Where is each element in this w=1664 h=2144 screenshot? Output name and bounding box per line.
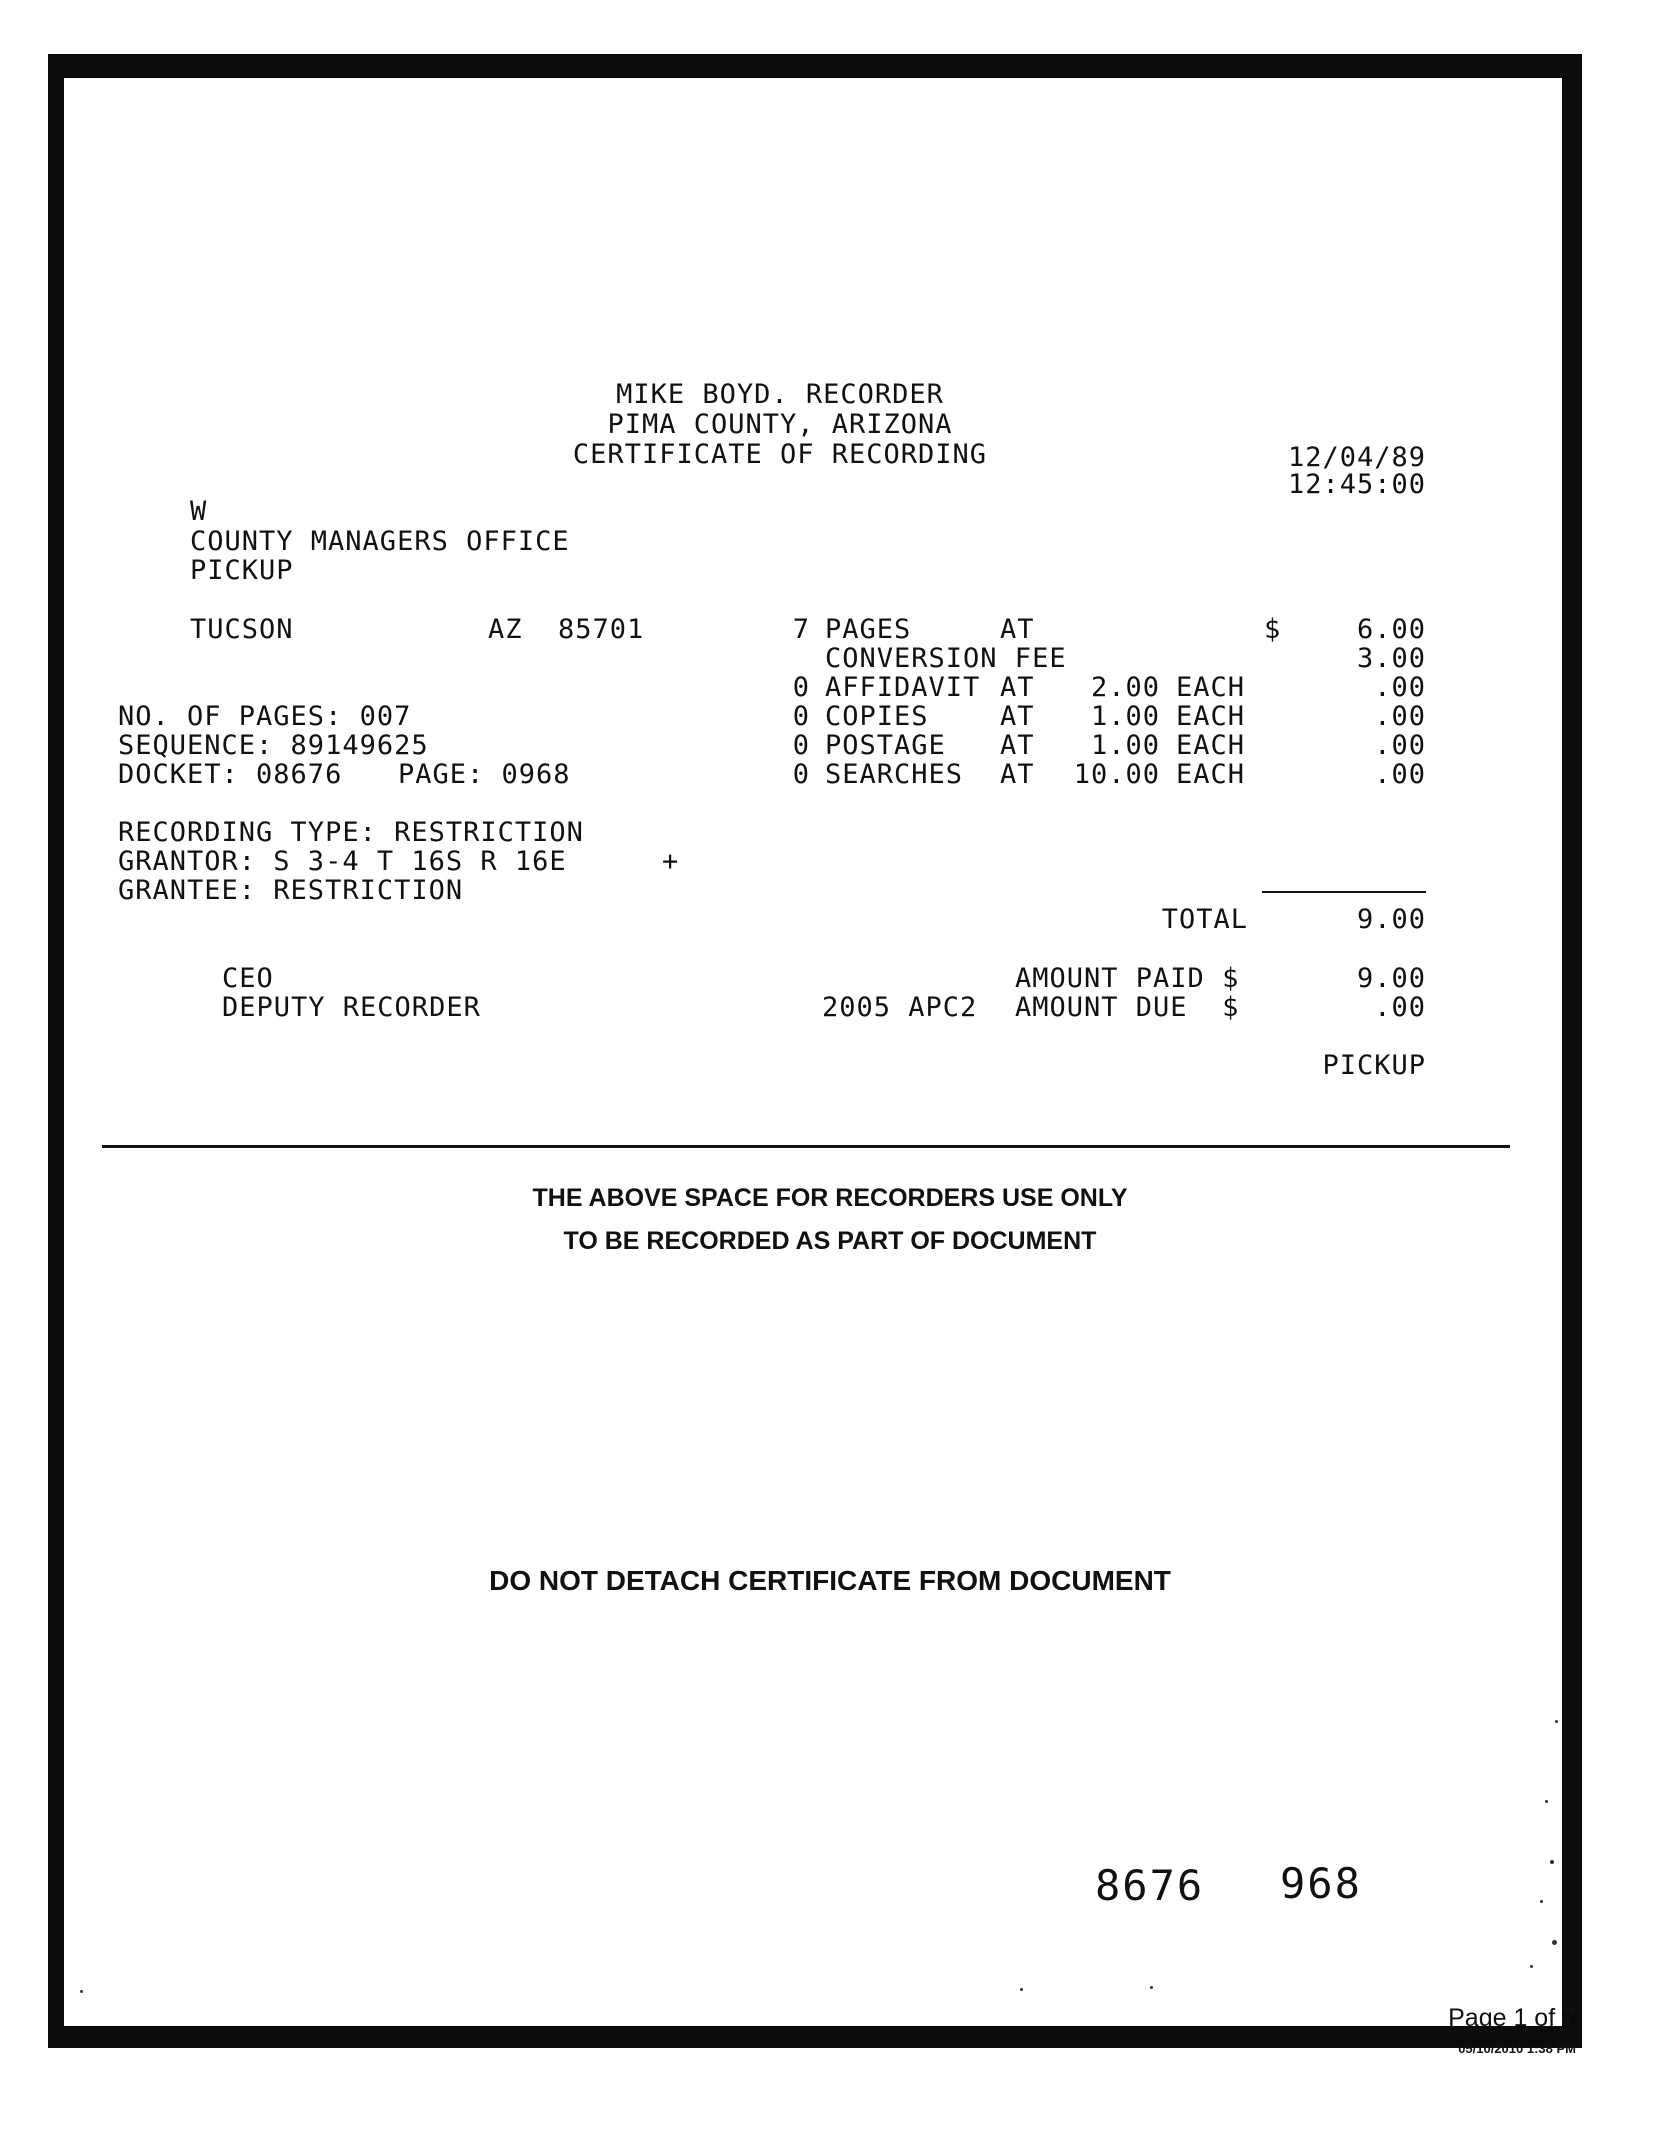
recording-time: 12:45:00 [1287, 469, 1426, 500]
address-line-3: PICKUP [190, 555, 294, 586]
county-name: PIMA COUNTY, ARIZONA [607, 409, 953, 440]
fee-item: COPIES [825, 701, 929, 732]
fee-qty: 0 [792, 759, 810, 790]
total-value: 9.00 [1356, 904, 1426, 935]
amount-due-value: .00 [1374, 992, 1426, 1023]
fee-item: PAGES [825, 614, 912, 645]
address-city: TUCSON [190, 614, 294, 645]
fee-qty: 0 [792, 730, 810, 761]
fee-at: AT [1000, 730, 1035, 761]
grantor-mark: + [662, 846, 680, 877]
fee-each: EACH [1176, 730, 1246, 761]
recorder-divider [102, 1145, 1510, 1148]
fee-amount: 3.00 [1356, 643, 1426, 674]
fee-rate: 10.00 [1073, 759, 1160, 790]
clerk-initials: CEO [222, 963, 274, 994]
fee-rate: 2.00 [1090, 672, 1160, 703]
fee-each: EACH [1176, 759, 1246, 790]
fee-qty: 0 [792, 701, 810, 732]
fee-dollar-sign: $ [1264, 614, 1282, 645]
fee-at: AT [1000, 614, 1035, 645]
grantor: GRANTOR: S 3-4 T 16S R 16E [118, 846, 567, 877]
amount-paid-label: AMOUNT PAID $ [1015, 963, 1240, 994]
fee-amount: .00 [1374, 759, 1426, 790]
fee-at: AT [1000, 672, 1035, 703]
address-line-2: COUNTY MANAGERS OFFICE [190, 526, 570, 557]
part-of-document-notice: TO BE RECORDED AS PART OF DOCUMENT [563, 1227, 1097, 1255]
fee-item: POSTAGE [825, 730, 946, 761]
fee-qty: 0 [792, 672, 810, 703]
recording-date: 12/04/89 [1287, 442, 1426, 473]
sequence-number: SEQUENCE: 89149625 [118, 730, 429, 761]
print-timestamp: 05/10/2010 1:38 PM [1458, 2041, 1576, 2056]
amount-due-label: AMOUNT DUE $ [1015, 992, 1240, 1023]
fee-amount: 6.00 [1356, 614, 1426, 645]
address-line-1: W [190, 496, 208, 527]
clerk-role: DEPUTY RECORDER [222, 992, 481, 1023]
fee-rate: 1.00 [1090, 730, 1160, 761]
fee-qty: 7 [792, 614, 810, 645]
total-rule [1262, 891, 1426, 893]
fee-amount: .00 [1374, 701, 1426, 732]
recorder-name: MIKE BOYD. RECORDER [616, 379, 944, 410]
total-label: TOTAL [1161, 904, 1248, 935]
address-state: AZ [488, 614, 523, 645]
docket-stamp: 8676 [1095, 1861, 1205, 1910]
do-not-detach-notice: DO NOT DETACH CERTIFICATE FROM DOCUMENT [489, 1565, 1171, 1596]
docket-page: PAGE: 0968 [398, 759, 571, 790]
amount-paid-value: 9.00 [1356, 963, 1426, 994]
fee-at: AT [1000, 759, 1035, 790]
number-of-pages: NO. OF PAGES: 007 [118, 701, 412, 732]
fee-item: SEARCHES [825, 759, 964, 790]
pickup-label: PICKUP [1322, 1050, 1426, 1081]
fee-rate: 1.00 [1090, 701, 1160, 732]
fee-item: CONVERSION FEE [825, 643, 1067, 674]
page-stamp: 968 [1280, 1859, 1362, 1908]
grantee: GRANTEE: RESTRICTION [118, 875, 464, 906]
page-count: Page 1 of 7 [1448, 2004, 1576, 2032]
fee-amount: .00 [1374, 730, 1426, 761]
fee-at: AT [1000, 701, 1035, 732]
fee-each: EACH [1176, 701, 1246, 732]
fee-amount: .00 [1374, 672, 1426, 703]
fee-item: AFFIDAVIT [825, 672, 981, 703]
station-id: 2005 APC2 [822, 992, 978, 1023]
recording-type: RECORDING TYPE: RESTRICTION [118, 817, 584, 848]
address-zip: 85701 [558, 614, 645, 645]
certificate-title: CERTIFICATE OF RECORDING [572, 439, 988, 470]
recorder-use-notice: THE ABOVE SPACE FOR RECORDERS USE ONLY [532, 1184, 1128, 1212]
fee-each: EACH [1176, 672, 1246, 703]
docket-number: DOCKET: 08676 [118, 759, 343, 790]
